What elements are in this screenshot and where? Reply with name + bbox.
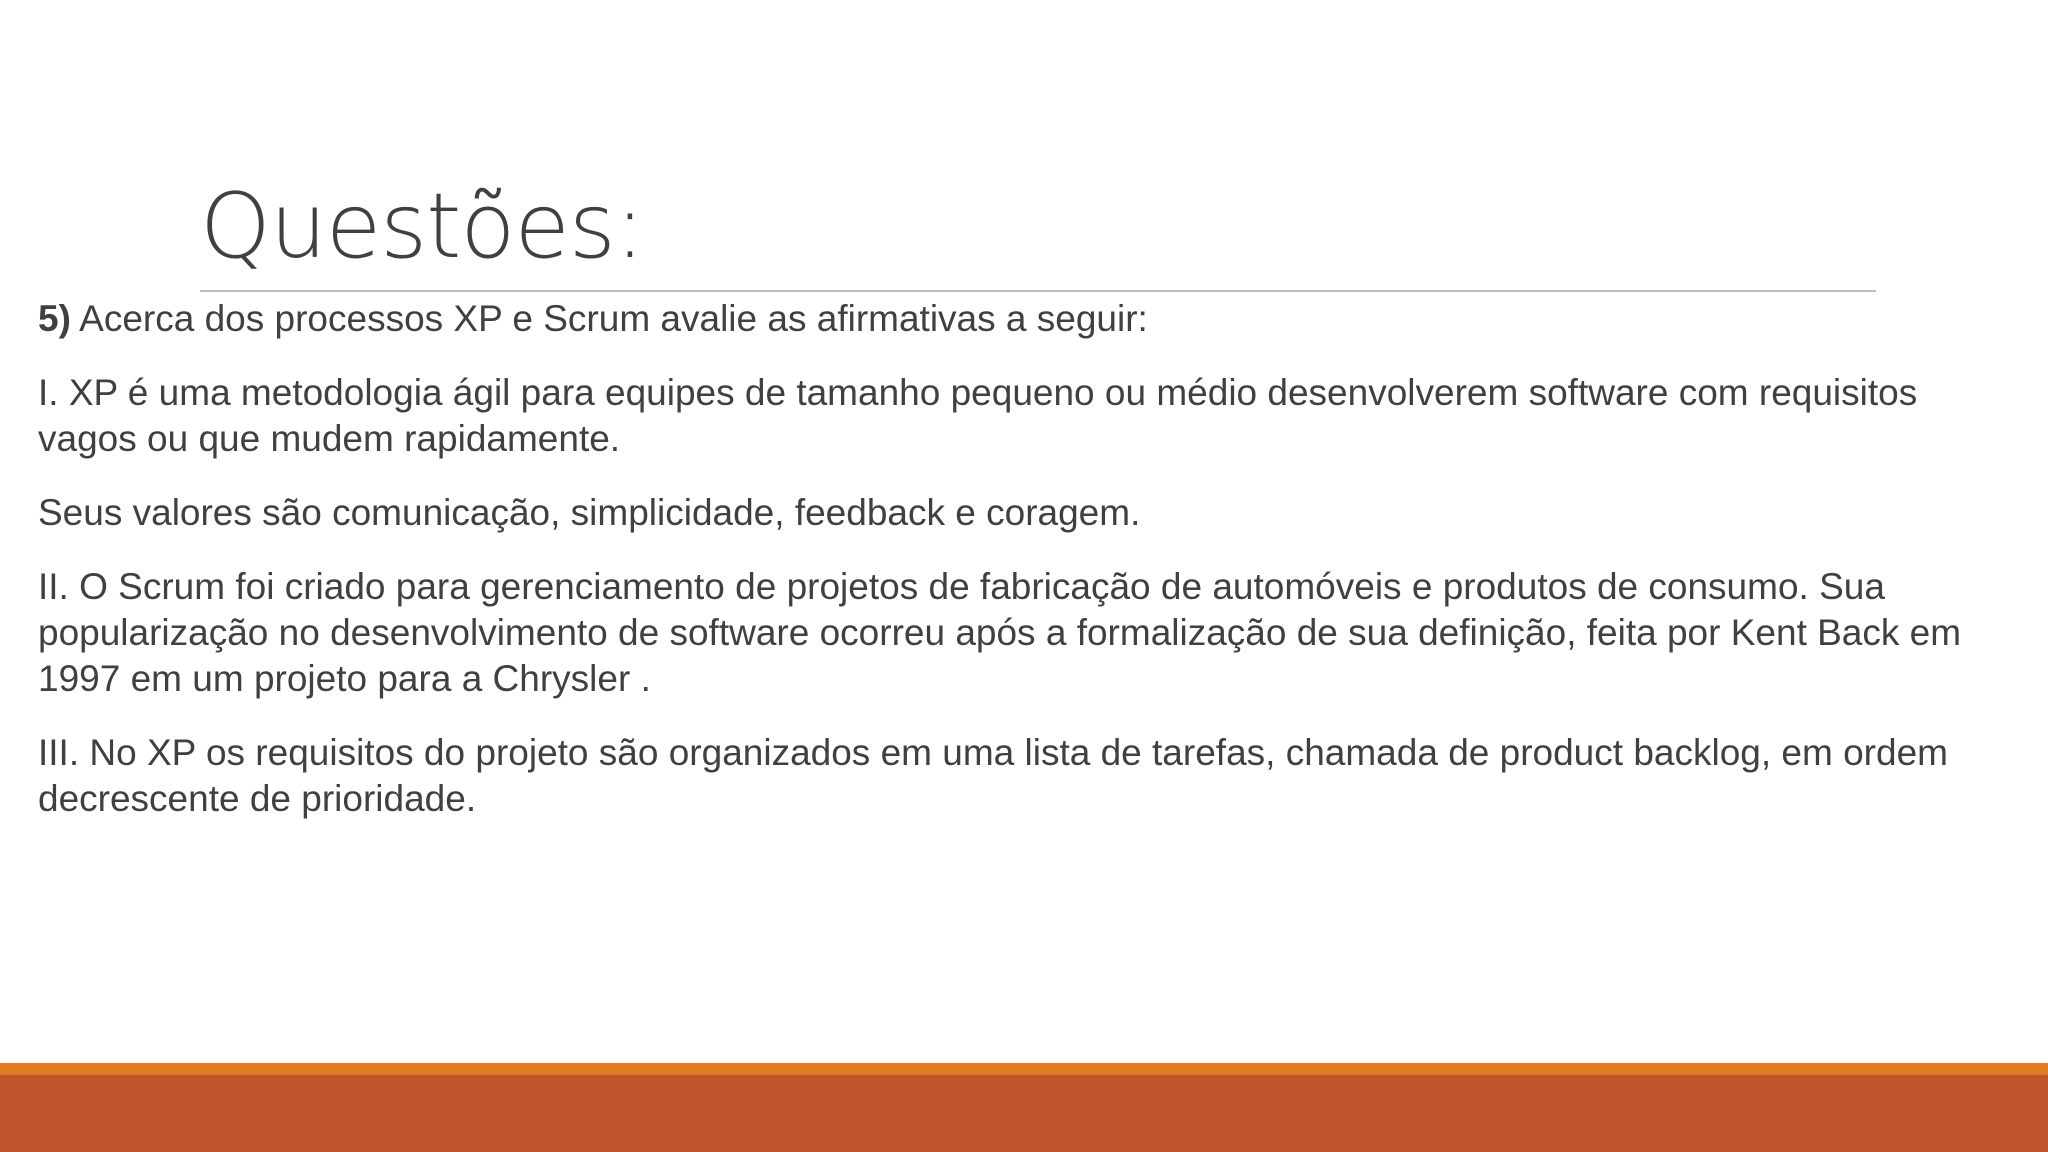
- footer-accent-stripe: [0, 1063, 2048, 1075]
- question-number: 5): [38, 298, 71, 339]
- title-divider: [200, 290, 1876, 292]
- statement-values: Seus valores são comunicação, simplicidade, feedback e coragem.: [38, 492, 1141, 533]
- question-prompt: [38, 296, 1998, 342]
- statement-iii: III. No XP os requisitos do projeto são organizados em uma lista de tarefas, chamada de product backlog, em ordem decrescente de prioridade.: [38, 732, 1948, 819]
- statement-i: I. XP é uma metodologia ágil para equipes de tamanho pequeno ou médio desenvolverem software com requisitos vagos ou que mudem rapidamente.: [38, 372, 1918, 459]
- slide-title: Questões:: [200, 174, 645, 279]
- footer-band: [0, 1075, 2048, 1152]
- slide-body: [38, 296, 1998, 850]
- question-text: Acerca dos processos XP e Scrum avalie as afirmativas a seguir:: [70, 298, 1148, 339]
- statement-ii: II. O Scrum foi criado para gerenciamento de projetos de fabricação de automóveis e produtos de consumo. Sua popularização no desenvolvimento de software ocorreu após a formalização de sua definição, feita por Kent Back em 1997 em um projeto para a Chrysler .: [38, 566, 1962, 699]
